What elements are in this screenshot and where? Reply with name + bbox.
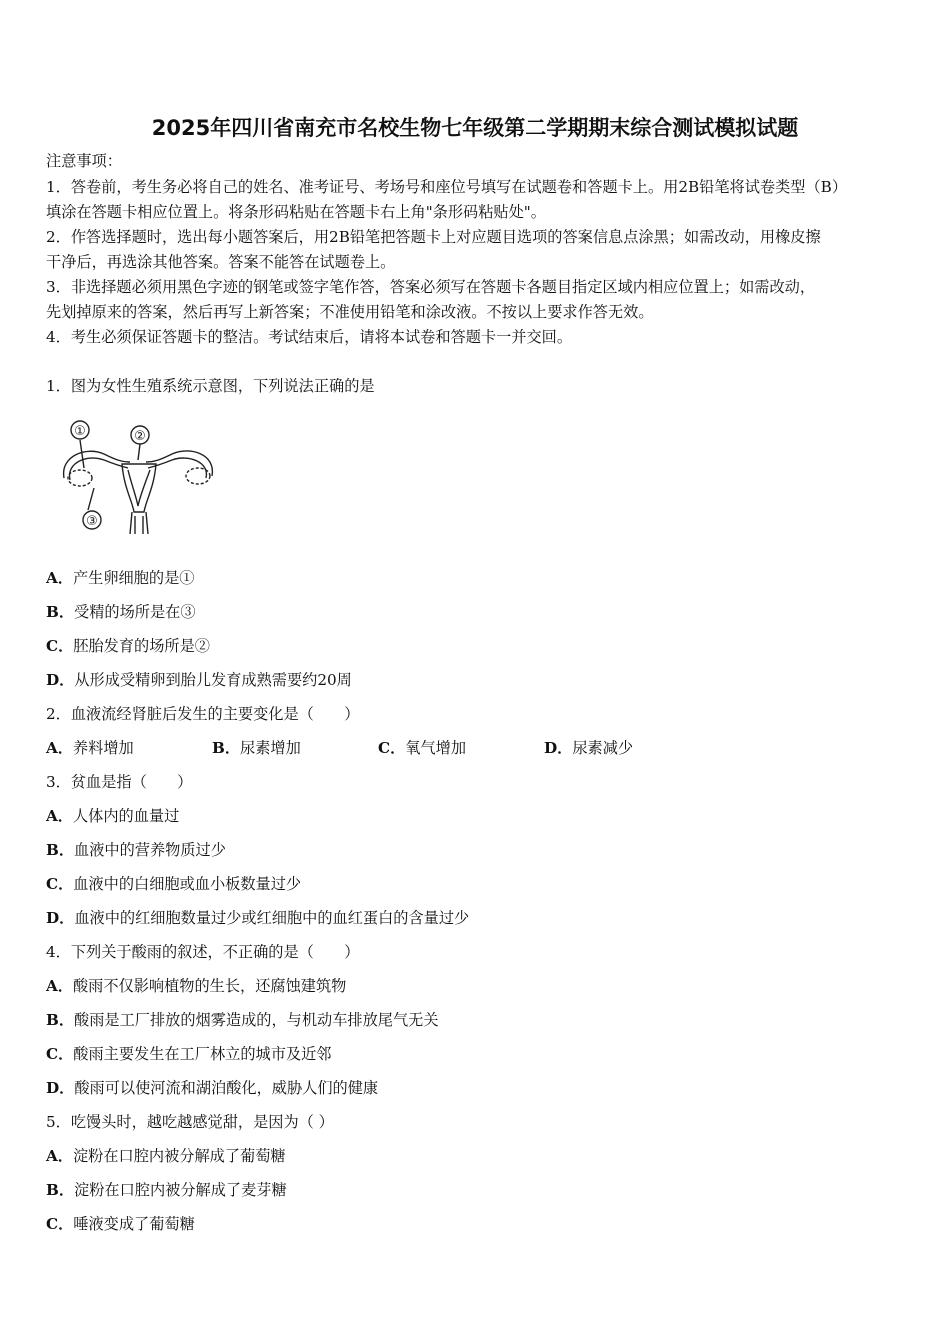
option-letter: B． bbox=[212, 739, 241, 757]
option bbox=[46, 670, 352, 690]
option bbox=[46, 1044, 331, 1064]
option-letter: C． bbox=[46, 1215, 74, 1233]
page-title: 2025年四川省南充市名校生物七年级第二学期期末综合测试模拟试题 bbox=[151, 116, 799, 140]
option bbox=[46, 840, 226, 860]
question-stem: 1．图为女性生殖系统示意图，下列说法正确的是 bbox=[46, 377, 375, 395]
label-1: ① bbox=[74, 424, 86, 439]
option bbox=[378, 738, 544, 758]
diagram-svg bbox=[58, 416, 220, 540]
option-letter: A． bbox=[46, 739, 73, 757]
option-letter: D． bbox=[46, 671, 75, 689]
option-text: 淀粉在口腔内被分解成了麦芽糖 bbox=[74, 1181, 287, 1199]
option-letter: A． bbox=[46, 807, 73, 825]
option-text: 血液中的营养物质过少 bbox=[74, 841, 226, 859]
option bbox=[544, 738, 710, 758]
option-text: 淀粉在口腔内被分解成了葡萄糖 bbox=[72, 1147, 286, 1165]
option-text: 酸雨可以使河流和湖泊酸化，威胁人们的健康 bbox=[74, 1079, 379, 1097]
question-stem: 4．下列关于酸雨的叙述，不正确的是（ ） bbox=[46, 943, 360, 961]
label-3: ③ bbox=[86, 514, 98, 529]
option-text: 血液中的红细胞数量过少或红细胞中的血红蛋白的含量过少 bbox=[74, 909, 470, 927]
option bbox=[46, 1078, 378, 1098]
option-letter: B． bbox=[46, 603, 75, 621]
option-text: 人体内的血量过 bbox=[72, 807, 180, 825]
option-letter: B． bbox=[46, 841, 75, 859]
option-text: 尿素增加 bbox=[240, 739, 301, 757]
option-row bbox=[46, 738, 710, 758]
notice-line: 先划掉原来的答案，然后再写上新答案；不准使用铅笔和涂改液。不按以上要求作答无效。 bbox=[46, 303, 654, 321]
option bbox=[46, 1214, 195, 1234]
option bbox=[46, 636, 210, 656]
notice-line: 1．答卷前，考生务必将自己的姓名、准考证号、考场号和座位号填写在试题卷和答题卡上。用2B铅笔将试卷类型（B） bbox=[46, 178, 848, 196]
option-text: 酸雨不仅影响植物的生长，还腐蚀建筑物 bbox=[72, 977, 347, 995]
option-letter: B． bbox=[46, 1181, 75, 1199]
option bbox=[46, 602, 196, 622]
option bbox=[46, 1180, 287, 1200]
question-stem: 5．吃馒头时，越吃越感觉甜，是因为（ ） bbox=[46, 1113, 334, 1131]
option bbox=[46, 738, 212, 758]
option-text: 唾液变成了葡萄糖 bbox=[73, 1215, 195, 1233]
option-text: 受精的场所是在③ bbox=[74, 603, 196, 621]
option-letter: C． bbox=[46, 637, 74, 655]
option bbox=[46, 568, 194, 588]
option-text: 血液中的白细胞或血小板数量过少 bbox=[73, 875, 302, 893]
option-text: 胚胎发育的场所是② bbox=[73, 637, 210, 655]
notice-line: 填涂在答题卡相应位置上。将条形码粘贴在答题卡右上角"条形码粘贴处"。 bbox=[46, 203, 546, 221]
option-text: 产生卵细胞的是① bbox=[72, 569, 195, 587]
option bbox=[46, 976, 346, 996]
label-2: ② bbox=[134, 429, 146, 444]
option-letter: D． bbox=[46, 909, 75, 927]
option bbox=[46, 1146, 286, 1166]
option-text: 尿素减少 bbox=[572, 739, 634, 757]
option-letter: D． bbox=[544, 739, 573, 757]
option-text: 氧气增加 bbox=[405, 739, 467, 757]
notice-line: 干净后，再选涂其他答案。答案不能答在试题卷上。 bbox=[46, 253, 396, 271]
option bbox=[212, 738, 378, 758]
option bbox=[46, 874, 301, 894]
question-stem: 2．血液流经肾脏后发生的主要变化是（ ） bbox=[46, 705, 360, 723]
option bbox=[46, 908, 469, 928]
option-text: 酸雨主要发生在工厂林立的城市及近邻 bbox=[73, 1045, 332, 1063]
female-reproductive-system-diagram bbox=[58, 416, 220, 540]
option bbox=[46, 1010, 439, 1030]
option-letter: A． bbox=[46, 569, 73, 587]
option-text: 从形成受精卵到胎儿发育成熟需要约20周 bbox=[74, 671, 352, 689]
option-letter: A． bbox=[46, 1147, 73, 1165]
option-letter: C． bbox=[46, 875, 74, 893]
question-stem: 3．贫血是指（ ） bbox=[46, 773, 193, 791]
option-letter: C． bbox=[378, 739, 406, 757]
notice-line: 2．作答选择题时，选出每小题答案后，用2B铅笔把答题卡上对应题目选项的答案信息点涂黑；如需改动，用橡皮擦 bbox=[46, 228, 821, 246]
option bbox=[46, 806, 179, 826]
option-letter: B． bbox=[46, 1011, 75, 1029]
notice-line: 3．非选择题必须用黑色字迹的钢笔或签字笔作答，答案必须写在答题卡各题目指定区域内相应位置上；如需改动， bbox=[46, 278, 816, 296]
option-text: 酸雨是工厂排放的烟雾造成的，与机动车排放尾气无关 bbox=[74, 1011, 439, 1029]
option-letter: C． bbox=[46, 1045, 74, 1063]
notice-line: 4．考生必须保证答题卡的整洁。考试结束后，请将本试卷和答题卡一并交回。 bbox=[46, 328, 573, 346]
option-letter: D． bbox=[46, 1079, 75, 1097]
option-text: 养料增加 bbox=[72, 739, 134, 757]
notice-heading: 注意事项： bbox=[46, 152, 122, 170]
option-letter: A． bbox=[46, 977, 73, 995]
